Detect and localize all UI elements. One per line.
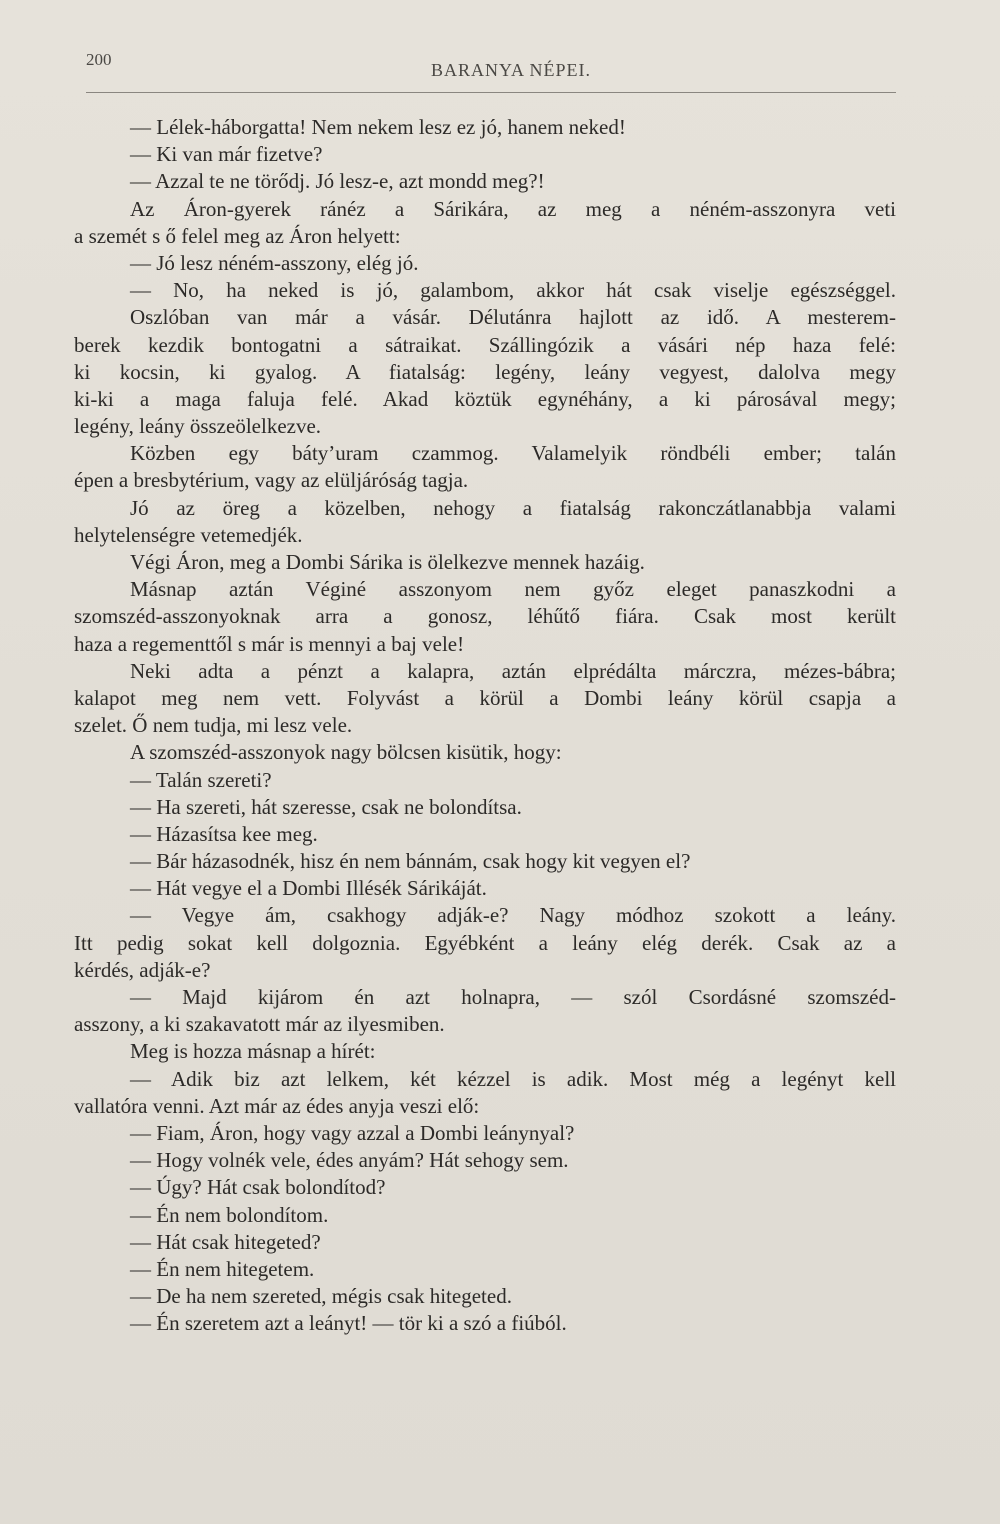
text-line: Másnap aztán Véginé asszonyom nem győz eleget panaszkodni a — [130, 577, 896, 602]
text-line: — Azzal te ne törődj. Jó lesz-e, azt mondd meg?! — [130, 169, 545, 194]
text-line: — Ki van már fizetve? — [130, 142, 323, 167]
text-line: — Fiam, Áron, hogy vagy azzal a Dombi leánynyal? — [130, 1120, 575, 1145]
text-line: — Én nem hitegetem. — [130, 1256, 315, 1281]
text-line: a szemét s ő felel meg az Áron helyett: — [74, 223, 401, 248]
text-line: helytelenségre vetemedjék. — [74, 522, 303, 547]
text-line: Oszlóban van már a vásár. Délutánra hajlott az idő. A mesterem- — [130, 305, 896, 330]
text-line: vallatóra venni. Azt már az édes anyja veszi elő: — [74, 1093, 480, 1118]
text-line: — Bár házasodnék, hisz én nem bánnám, csak hogy kit vegyen el? — [130, 849, 691, 874]
text-line: — Majd kijárom én azt holnapra, — szól Csordásné szomszéd- — [130, 985, 896, 1009]
text-line: épen a bresbytérium, vagy az elüljáróság tagja. — [74, 468, 469, 493]
text-line: — Én szeretem azt a leányt! — tör ki a szó a fiúból. — [130, 1311, 567, 1336]
text-line: haza a regementtől s már is mennyi a baj vele! — [74, 631, 465, 656]
page-number: 200 — [86, 50, 112, 69]
text-line: Az Áron-gyerek ránéz a Sárikára, az meg a néném-asszonyra veti — [130, 196, 896, 221]
body-text — [74, 114, 896, 1337]
text-line: — No, ha neked is jó, galambom, akkor hát csak viselje egészséggel. — [130, 278, 896, 303]
text-line: — Vegye ám, csakhogy adják-e? Nagy módhoz szokott a leány. — [130, 903, 896, 928]
text-line: legény, leány összeölelkezve. — [74, 414, 322, 439]
text-line: kérdés, adják-e? — [74, 957, 211, 982]
text-line: Meg is hozza másnap a hírét: — [130, 1039, 376, 1064]
running-title: BARANYA NÉPEI. — [430, 60, 591, 80]
text-line: — Lélek-háborgatta! Nem nekem lesz ez jó, hanem neked! — [130, 115, 626, 139]
text-line: — Jó lesz néném-asszony, elég jó. — [130, 250, 419, 275]
text-line: Neki adta a pénzt a kalapra, aztán elprédálta márczra, mézes-bábra; — [130, 658, 896, 683]
text-line: ki-ki a maga faluja felé. Akad köztük egynéhány, a ki párosával megy; — [74, 386, 896, 411]
text-line: — Úgy? Hát csak bolondítod? — [130, 1175, 386, 1200]
text-line: szelet. Ő nem tudja, mi lesz vele. — [74, 713, 353, 738]
text-line: — De ha nem szereted, mégis csak hitegeted. — [130, 1284, 512, 1309]
text-line: — Ha szereti, hát szeresse, csak ne bolondítsa. — [130, 794, 522, 819]
text-line: — Én nem bolondítom. — [130, 1202, 329, 1227]
text-line: ki kocsin, ki gyalog. A fiatalság: legény, leány vegyest, dalolva megy — [74, 359, 896, 384]
text-line: — Talán szereti? — [130, 767, 272, 792]
text-line: — Hát csak hitegeted? — [130, 1229, 321, 1254]
text-line: A szomszéd-asszonyok nagy bölcsen kisütik, hogy: — [130, 740, 562, 765]
text-line: — Házasítsa kee meg. — [130, 821, 318, 846]
text-line: Végi Áron, meg a Dombi Sárika is ölelkezve mennek hazáig. — [130, 550, 645, 574]
text-line: kalapot meg nem vett. Folyvást a körül a Dombi leány körül csapja a — [74, 685, 896, 710]
text-line: berek kezdik bontogatni a sátraikat. Szállingózik a vásári nép haza felé: — [74, 332, 896, 357]
text-line: Közben egy bátyʼuram czammog. Valamelyik röndbéli ember; talán — [130, 441, 896, 466]
text-line: — Hogy volnék vele, édes anyám? Hát sehogy sem. — [130, 1148, 569, 1173]
text-line: Itt pedig sokat kell dolgoznia. Egyébként a leány elég derék. Csak az a — [74, 930, 896, 955]
text-line: Jó az öreg a közelben, nehogy a fiatalság rakonczátlanabbja valami — [130, 495, 896, 520]
text-line: szomszéd-asszonyoknak arra a gonosz, léhűtő fiára. Csak most került — [74, 604, 896, 629]
text-line: asszony, a ki szakavatott már az ilyesmiben. — [74, 1012, 445, 1037]
text-line: — Adik biz azt lelkem, két kézzel is adik. Most még a legényt kell — [130, 1066, 896, 1091]
page-header — [86, 46, 896, 93]
text-line: — Hát vegye el a Dombi Illésék Sárikáját. — [130, 876, 487, 901]
